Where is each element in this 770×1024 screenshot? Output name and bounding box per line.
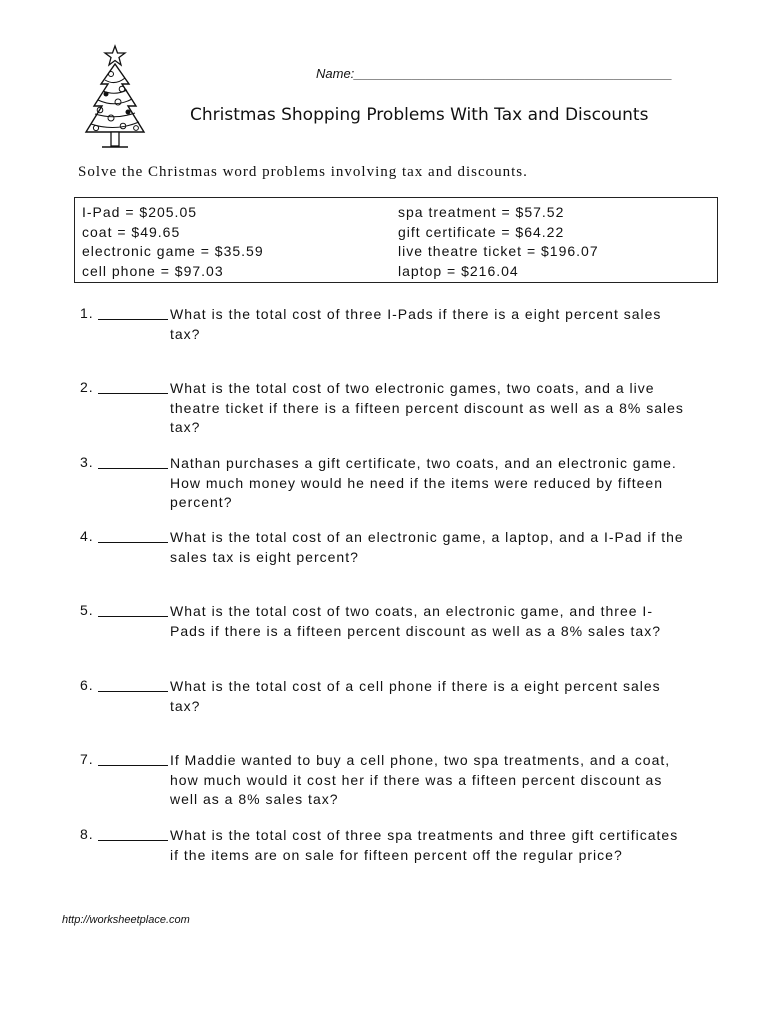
price-item: live theatre ticket = $196.07 xyxy=(398,243,599,259)
price-item: electronic game = $35.59 xyxy=(82,243,264,259)
problem-number: 6. xyxy=(80,677,94,693)
problem-text: Nathan purchases a gift certificate, two coats, and an electronic game. How much money would he need if the items were reduced by fifteen percent? xyxy=(170,455,677,510)
price-item: I-Pad = $205.05 xyxy=(82,204,198,220)
price-item: coat = $49.65 xyxy=(82,223,181,240)
christmas-tree-icon xyxy=(78,44,152,160)
answer-blank[interactable] xyxy=(98,393,168,394)
name-field: Name:____________________________________________ xyxy=(316,66,673,81)
problem-number: 5. xyxy=(80,602,94,618)
problem-text: What is the total cost of a cell phone if there is a eight percent sales tax? xyxy=(170,678,661,714)
answer-blank[interactable] xyxy=(98,319,168,320)
problem-number: 7. xyxy=(80,751,94,767)
problem-text: What is the total cost of two electronic games, two coats, and a live theatre ticket if there is a fifteen percent discount as well as a 8% sales tax? xyxy=(170,380,684,435)
answer-blank[interactable] xyxy=(98,542,168,543)
answer-blank[interactable] xyxy=(98,765,168,766)
price-column-left xyxy=(82,203,264,281)
problem-text: If Maddie wanted to buy a cell phone, two spa treatments, and a coat, how much would it cost her if there was a fifteen percent discount as well as a 8% sales tax? xyxy=(170,752,671,807)
problem-text: What is the total cost of three I-Pads if there is a eight percent sales tax? xyxy=(170,306,662,342)
problem-number: 2. xyxy=(80,379,94,395)
price-item: laptop = $216.04 xyxy=(398,262,519,279)
price-column-right xyxy=(398,203,599,281)
footer-url: http://worksheetplace.com xyxy=(62,914,190,926)
problem-number: 4. xyxy=(80,528,94,544)
answer-blank[interactable] xyxy=(98,840,168,841)
problem-number: 8. xyxy=(80,826,94,842)
problem-text: What is the total cost of an electronic game, a laptop, and a I-Pad if the sales tax is eight percent? xyxy=(170,529,684,565)
answer-blank[interactable] xyxy=(98,691,168,692)
problem-text: What is the total cost of two coats, an electronic game, and three I-Pads if there is a fifteen percent discount as well as a 8% sales tax? xyxy=(170,603,662,639)
answer-blank[interactable] xyxy=(98,616,168,617)
price-list-box xyxy=(74,197,718,283)
answer-blank[interactable] xyxy=(98,468,168,469)
price-item: gift certificate = $64.22 xyxy=(398,223,565,240)
problem-number: 3. xyxy=(80,454,94,470)
instructions: Solve the Christmas word problems involving tax and discounts. xyxy=(78,164,528,180)
price-item: cell phone = $97.03 xyxy=(82,262,224,279)
problem-number: 1. xyxy=(80,305,94,321)
problem-text: What is the total cost of three spa treatments and three gift certificates if the items are on sale for fifteen percent off the regular price? xyxy=(170,827,679,863)
page-title: Christmas Shopping Problems With Tax and Discounts xyxy=(190,105,649,125)
price-item: spa treatment = $57.52 xyxy=(398,204,565,220)
